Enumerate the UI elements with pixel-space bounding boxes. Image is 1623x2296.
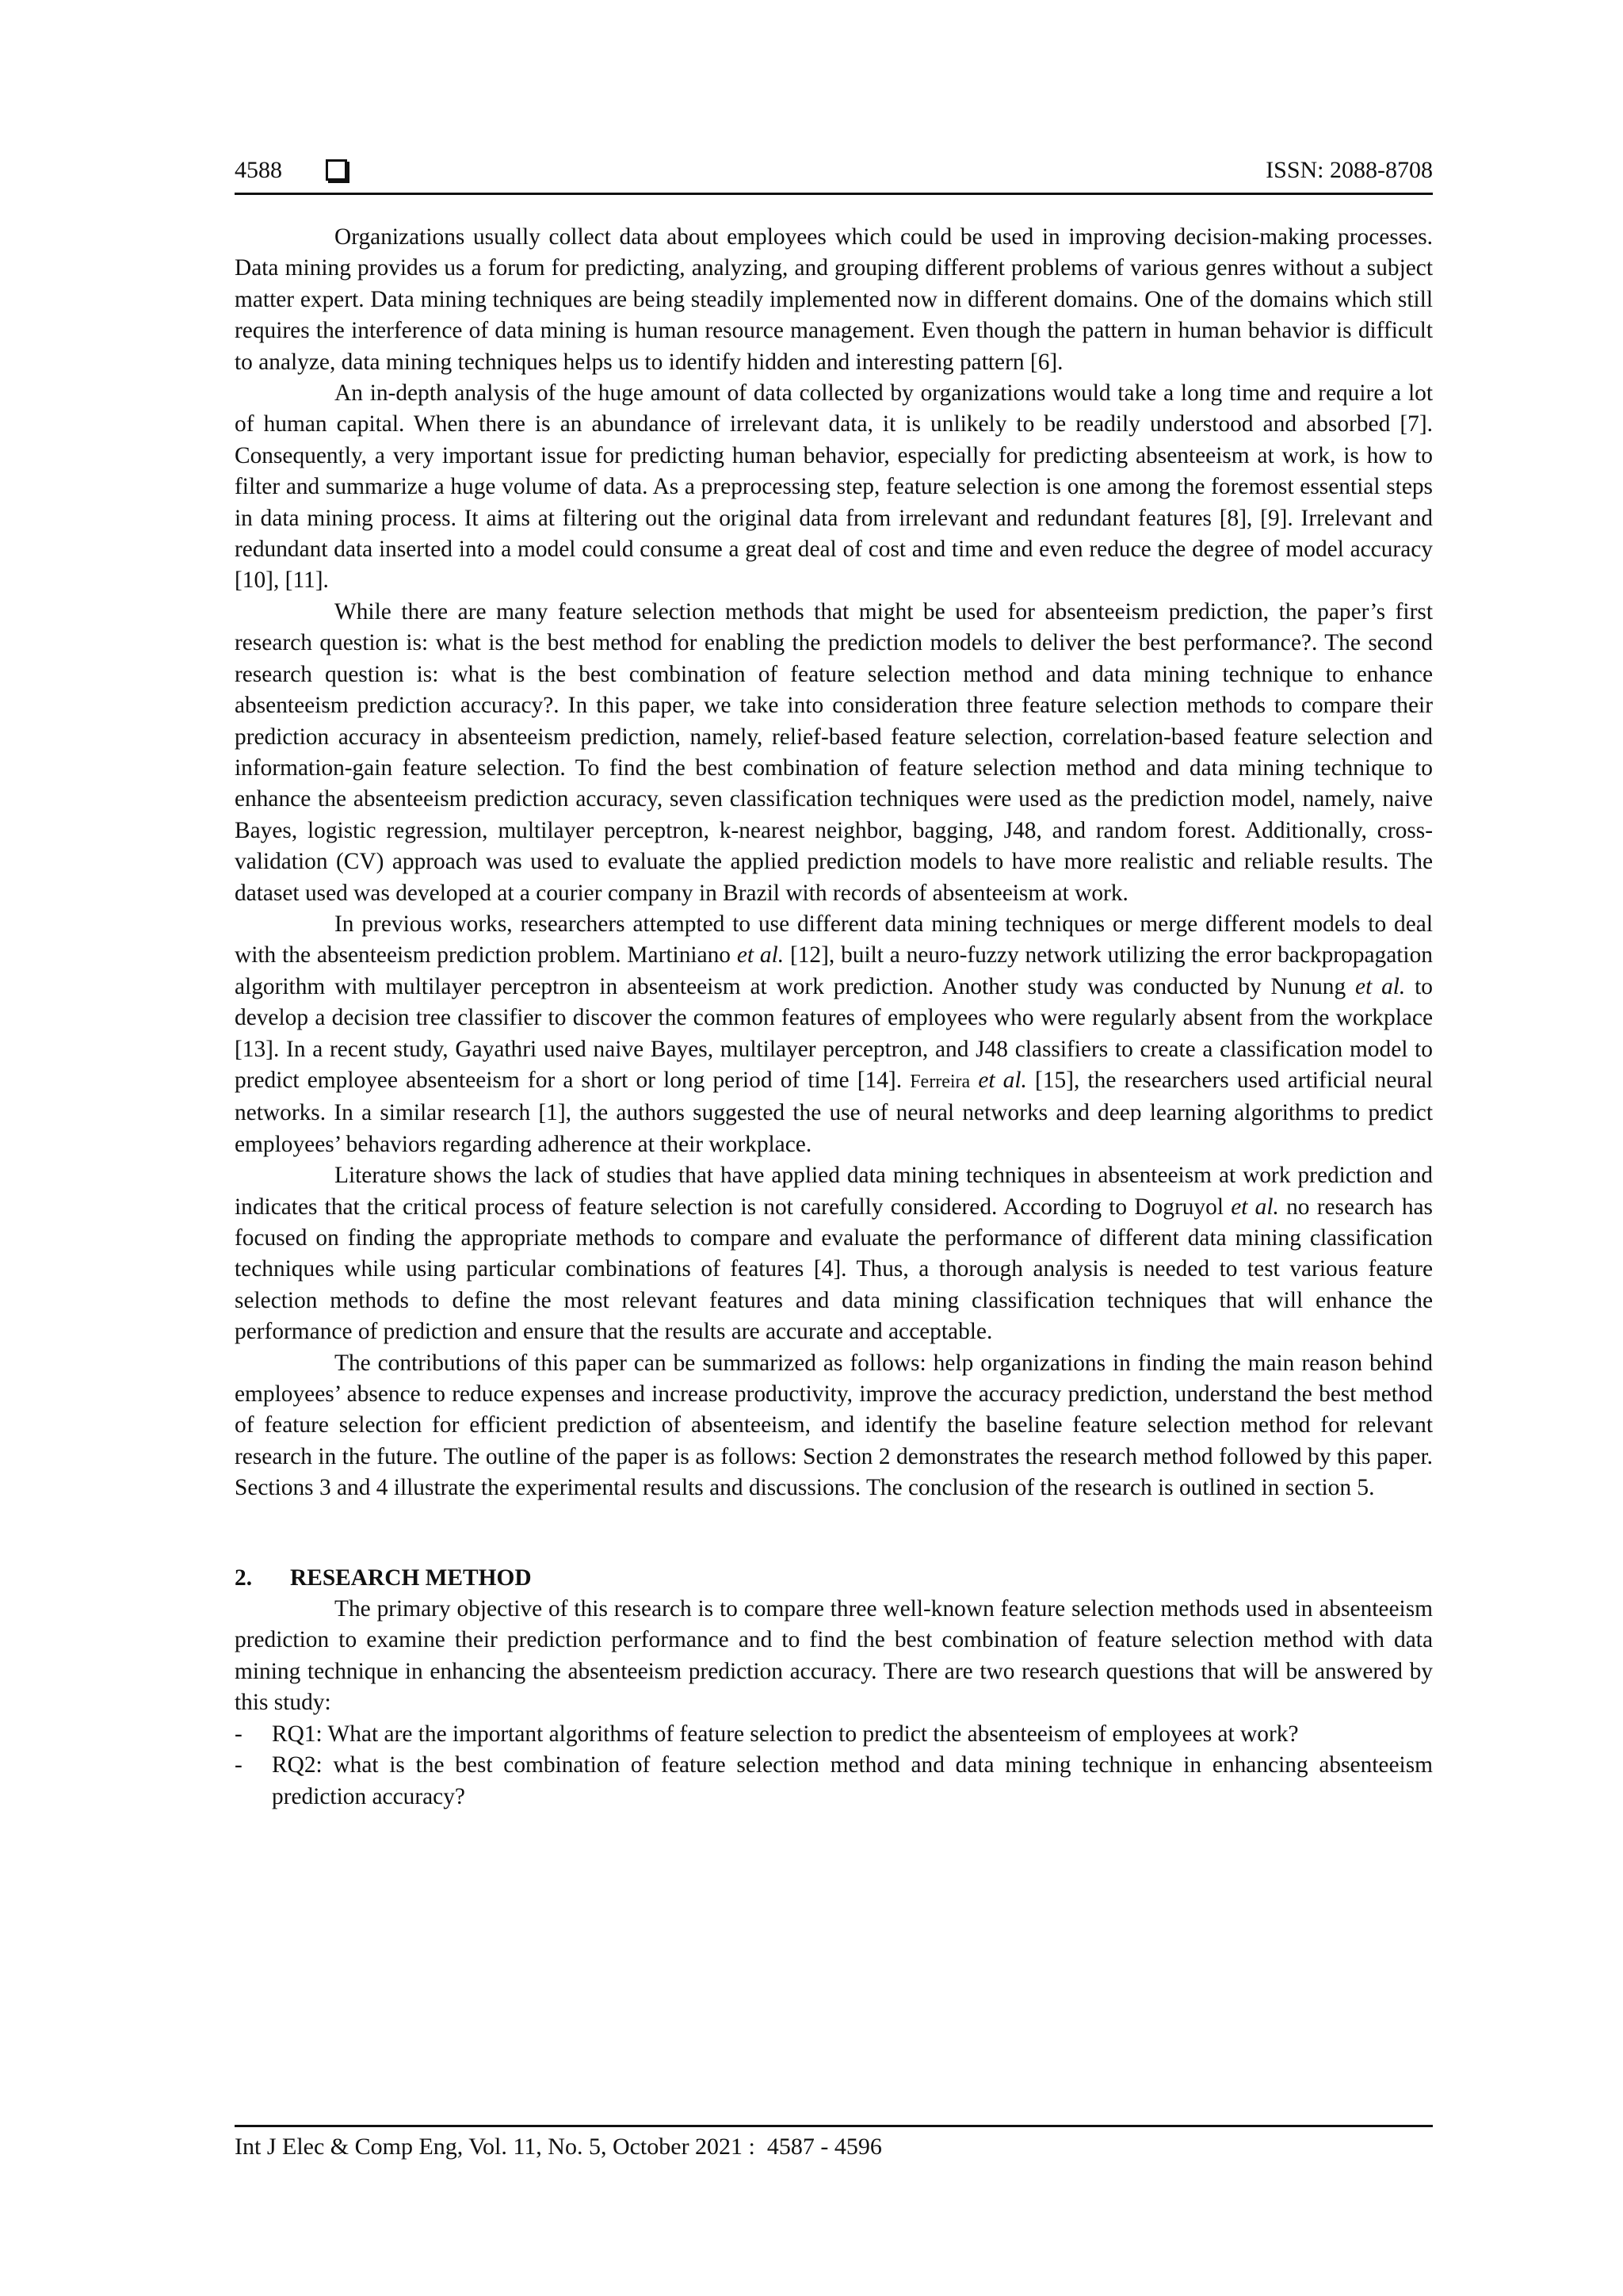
section-intro-paragraph: The primary objective of this research is to compare three well-known feature selection methods used in absenteeism prediction to examine their prediction performance and to find the best combination of feature selection method with data mining technique in enhancing the absenteeism prediction accuracy. There are two research questions that will be answered by this study: — [235, 1596, 1433, 1716]
et-al-italic: et al. — [1231, 1194, 1279, 1220]
body-text — [235, 222, 1433, 1813]
page-header — [235, 157, 1433, 195]
paragraph-3: While there are many feature selection methods that might be used for absenteeism prediction, the paper’s first research question is: what is the best method for enabling the prediction models to deliver the best performance?. The second research question is: what is the best combination of feature selection method and data mining technique to enhance absenteeism prediction accuracy?. In this paper, we take into consideration three feature selection methods to compare their prediction accuracy in absenteeism prediction, namely, relief-based feature selection, correlation-based feature selection and information-gain feature selection. To find the best combination of feature selection method and data mining technique to enhance the absenteeism prediction accuracy, seven classification techniques were used as the prediction model, namely, naive Bayes, logistic regression, multilayer perceptron, k-nearest neighbor, bagging, J48, and random forest. Additionally, cross-validation (CV) approach was used to evaluate the applied prediction models to have more realistic and reliable results. The dataset used was developed at a courier company in Brazil with records of absenteeism at work. — [235, 598, 1433, 906]
checkbox-square-icon — [326, 159, 347, 181]
research-question-item — [235, 1719, 1433, 1750]
paragraph-5-text-a: Literature shows the lack of studies that have applied data mining techniques in absenteeism at work prediction and indicates that the critical process of feature selection is not carefully considered. According to Dogruyol — [235, 1163, 1433, 1220]
list-bullet: - — [235, 1721, 242, 1747]
et-al-italic: et al. — [978, 1067, 1027, 1093]
research-question-text: RQ1: What are the important algorithms of feature selection to predict the absenteeism of employees at work? — [272, 1721, 1299, 1747]
paragraph-4-text-b: [12], built a neuro-fuzzy network utilizing the error backpropagation algorithm with multilayer perceptron in absenteeism at work prediction. Another study was conducted by Nunung — [235, 942, 1433, 999]
paragraph-6: The contributions of this paper can be summarized as follows: help organizations in finding the main reason behind employees’ absence to reduce expenses and increase productivity, improve the accuracy prediction, understand the best method of feature selection for efficient prediction of absenteeism, and identify the baseline feature selection method for relevant research in the future. The outline of the paper is as follows: Section 2 demonstrates the research method followed by this paper. Sections 3 and 4 illustrate the experimental results and discussions. The conclusion of the research is outlined in section 5. — [235, 1350, 1433, 1501]
section-title: RESEARCH METHOD — [290, 1564, 532, 1591]
paragraph-4-text-c: to develop a decision tree classifier to discover the common features of employees who were regularly absent from the workplace [13]. In a recent study, Gayathri used naive Bayes, multilayer perceptron, and J48 classifiers to create a classification model to predict employee absenteeism for a short or long period of time [14]. — [235, 973, 1433, 1093]
header-divider — [235, 193, 1433, 195]
paragraph-4-text-a: In previous works, researchers attempted to use different data mining techniques or merge different models to deal with the absenteeism prediction problem. Martiniano — [235, 911, 1433, 968]
issn-label: ISSN: 2088-8708 — [1266, 157, 1433, 183]
page-number: 4588 — [235, 157, 282, 183]
research-question-item — [235, 1750, 1433, 1813]
section-heading — [235, 1563, 1433, 1594]
paragraph-4-text-d: [15], the researchers used artificial neural networks. In a similar research [1], the authors suggested the use of neural networks and deep learning algorithms to predict employees’ behaviors regarding adherence at their workplace. — [235, 1067, 1433, 1157]
section-spacer — [235, 1504, 1433, 1563]
research-questions-list — [235, 1719, 1433, 1813]
paragraph-2: An in-depth analysis of the huge amount of data collected by organizations would take a long time and require a lot of human capital. When there is an abundance of irrelevant data, it is unlikely to be readily understood and absorbed [7]. Consequently, a very important issue for predicting human behavior, especially for predicting absenteeism at work, is how to filter and summarize a huge volume of data. As a preprocessing step, feature selection is one among the foremost essential steps in data mining process. It aims at filtering out the original data from irrelevant and redundant features [8], [9]. Irrelevant and redundant data inserted into a model could consume a great deal of cost and time and even reduce the degree of model accuracy [10], [11]. — [235, 380, 1433, 594]
list-bullet: - — [235, 1752, 242, 1778]
paragraph-4 — [235, 909, 1433, 1160]
journal-citation: Int J Elec & Comp Eng, Vol. 11, No. 5, October 2021 : 4587 - 4596 — [235, 2134, 882, 2160]
et-al-italic: et al. — [1355, 973, 1406, 999]
paper-page — [235, 0, 1433, 2296]
paragraph-1: Organizations usually collect data about employees which could be used in improving decision-making processes. Data mining provides us a forum for predicting, analyzing, and grouping different problems of various genres without a subject matter expert. Data mining techniques are being steadily implemented now in different domains. One of the domains which still requires the interference of data mining is human resource management. Even though the pattern in human behavior is difficult to analyze, data mining techniques helps us to identify hidden and interesting pattern [6]. — [235, 224, 1433, 375]
paragraph-5 — [235, 1160, 1433, 1347]
research-question-text: RQ2: what is the best combination of feature selection method and data mining technique in enhancing absenteeism prediction accuracy? — [272, 1752, 1433, 1809]
section-number: 2. — [235, 1564, 253, 1591]
paragraph-5-text-b: no research has focused on finding the appropriate methods to compare and evaluate the performance of different data mining classification techniques while using particular combinations of features [4]. Thus, a thorough analysis is needed to test various feature selection methods to define the most relevant features and data mining classification techniques that will enhance the performance of prediction and ensure that the results are accurate and acceptable. — [235, 1194, 1433, 1345]
ferreira-name: Ferreira — [910, 1071, 971, 1092]
et-al-italic: et al. — [736, 942, 785, 968]
footer-divider — [235, 2125, 1433, 2127]
